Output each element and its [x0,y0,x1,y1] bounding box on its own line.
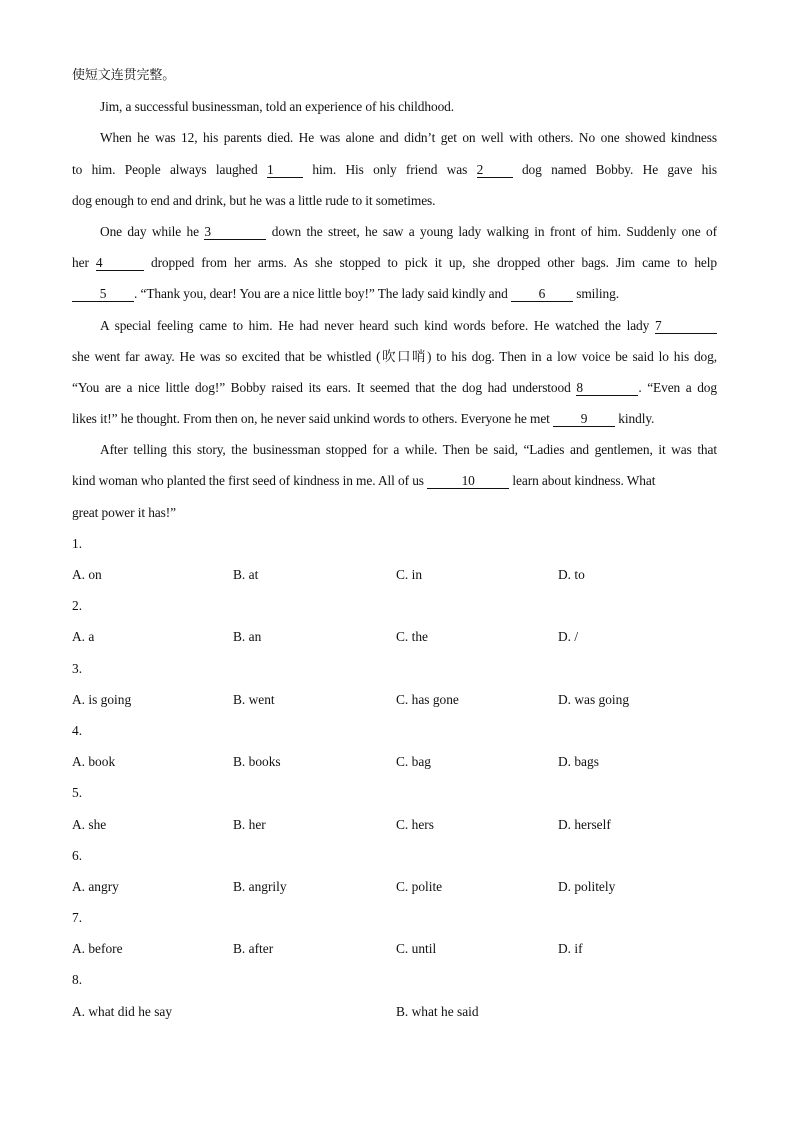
option-a[interactable]: A. a [72,629,95,645]
option-d[interactable]: D. if [558,941,583,957]
blank-9[interactable]: 9 [553,412,615,427]
option-c[interactable]: C. hers [396,816,434,832]
passage-line: When he was 12, his parents died. He was alone and didn’t get on well with others. No one showed kindness [100,130,717,146]
blank-10[interactable]: 10 [427,474,509,489]
blank-4[interactable]: 4 [96,256,144,271]
option-a[interactable]: A. she [72,816,107,832]
question-number: 4. [72,722,83,738]
question-number: 5. [72,785,83,801]
option-b[interactable]: B. an [233,629,262,645]
passage-line: After telling this story, the businessman stopped for a while. Then be said, “Ladies and gentlemen, it was that [100,442,717,458]
option-d[interactable]: D. herself [558,816,611,832]
option-b[interactable]: B. went [233,691,275,707]
option-a[interactable]: A. is going [72,691,132,707]
question-number: 8. [72,972,83,988]
passage-text: smiling. [572,286,619,302]
passage-line: Jim, a successful businessman, told an experience of his childhood. [100,99,455,115]
option-b[interactable]: B. angrily [233,878,287,894]
passage-text: dog named Bobby. He gave his [512,161,717,177]
passage-text: him. His only friend was [302,161,477,177]
passage-line: great power it has!” [72,504,176,520]
option-b[interactable]: B. at [233,567,259,582]
passage-text: learn about kindness. What [509,473,656,489]
question-number: 6. [72,847,83,863]
passage-text: . “Even a dog [638,379,717,395]
instruction: 使短文连贯完整。 [72,68,176,83]
passage-line [72,372,717,403]
blank-5[interactable]: 5 [72,287,134,302]
blank-1[interactable]: 1 [267,163,303,178]
passage-text: to him. People always laughed [72,161,267,177]
blank-6[interactable]: 6 [511,287,573,302]
option-a[interactable]: A. book [72,754,116,770]
option-c[interactable]: C. has gone [396,691,459,707]
passage-line [72,310,717,341]
option-d[interactable]: D. bags [558,754,599,770]
option-b[interactable]: B. what he said [396,1003,479,1019]
blank-8[interactable]: 8 [576,381,638,396]
option-d[interactable]: D. was going [558,691,630,707]
option-c[interactable]: C. the [396,629,428,645]
question-number: 3. [72,660,83,676]
option-a[interactable]: A. angry [72,878,119,894]
passage-line [72,154,717,185]
passage-line [72,216,717,247]
option-a[interactable]: A. on [72,567,102,582]
option-c[interactable]: C. until [396,941,437,957]
passage-text: down the street, he saw a young lady walking in front of him. Suddenly one of [266,223,717,239]
question-options [72,996,717,1027]
option-b[interactable]: B. her [233,816,266,832]
option-a[interactable]: A. what did he say [72,1003,173,1019]
question-number: 1. [72,535,83,551]
option-c[interactable]: C. in [396,567,423,582]
option-d[interactable]: D. / [558,629,579,645]
passage-line: she went far away. He was so excited that be whistled (吹口哨) to his dog. Then in a low voice be said lo his dog, [72,348,717,364]
question-number: 7. [72,910,83,926]
passage-line [72,278,717,309]
question-options [72,933,717,964]
passage-text: dropped from her arms. As she stopped to pick it up, she dropped other bags. Jim came to help [143,255,717,271]
option-c[interactable]: C. bag [396,754,431,770]
passage-text: A special feeling came to him. He had never heard such kind words before. He watched the lady [100,317,655,333]
option-d[interactable]: D. politely [558,878,616,894]
passage-text: “You are a nice little dog!” Bobby raised its ears. It seemed that the dog had understood [72,379,577,395]
passage-text: . “Thank you, dear! You are a nice little boy!” The lady said kindly and [134,286,511,302]
passage-line [72,247,717,278]
option-b[interactable]: B. books [233,754,281,770]
passage-line [72,465,717,496]
option-d[interactable]: D. to [558,567,585,582]
passage-text: kind woman who planted the first seed of kindness in me. All of us [72,473,428,489]
option-c[interactable]: C. polite [396,878,443,894]
passage-text: her [72,255,96,271]
blank-3[interactable]: 3 [204,225,266,240]
blank-2[interactable]: 2 [477,163,513,178]
option-a[interactable]: A. before [72,941,123,957]
question-options [72,746,717,777]
passage-line: dog enough to end and drink, but he was a little rude to it sometimes. [72,192,436,208]
worksheet-page [72,60,717,1027]
question-options [72,621,717,652]
question-options [72,871,717,902]
passage-text: likes it!” he thought. From then on, he never said unkind words to others. Everyone he met [72,411,554,427]
question-number: 2. [72,598,83,614]
question-options [72,559,717,590]
passage-text: kindly. [615,411,655,427]
option-b[interactable]: B. after [233,941,274,957]
question-options [72,809,717,840]
question-options [72,684,717,715]
passage-line [72,403,717,434]
blank-7[interactable]: 7 [655,319,717,334]
passage-text: One day while he [100,223,205,239]
